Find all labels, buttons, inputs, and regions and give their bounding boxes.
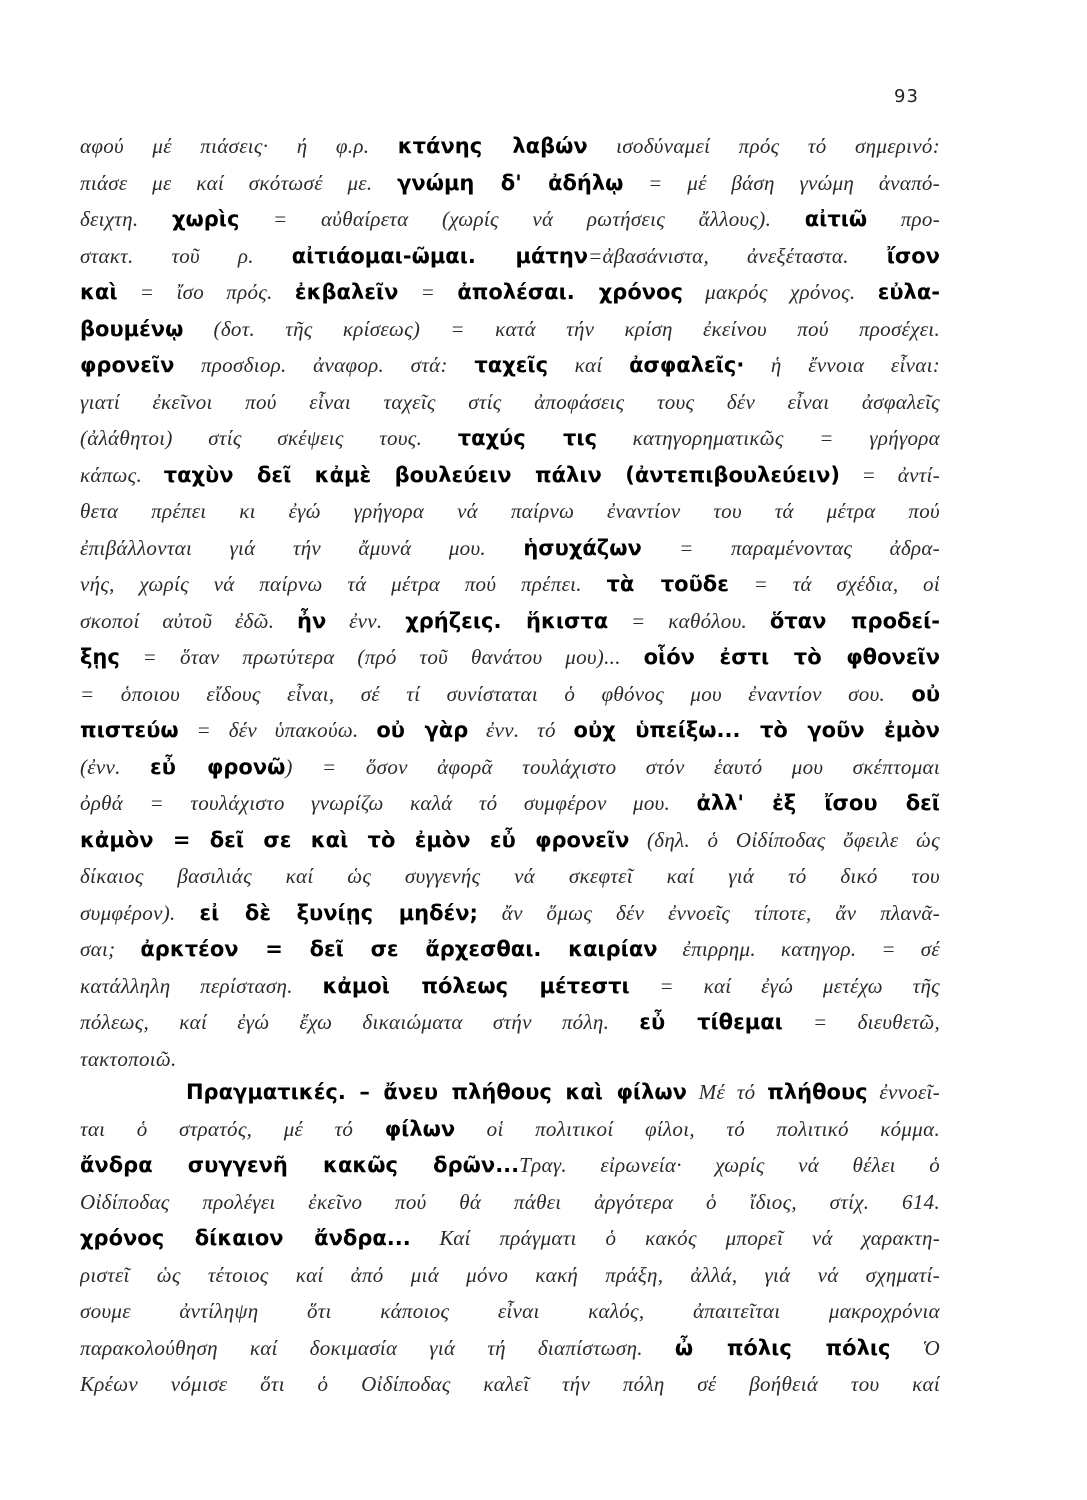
gloss-text: ἐννοεῖ-	[867, 1080, 940, 1104]
lemma-term: ἀπολέσαι. χρόνος	[457, 280, 683, 304]
lemma-term: κἀμὸν = δεῖ σε καὶ τὸ ἐμὸν εὖ φρονεῖν	[80, 827, 630, 852]
text-line	[80, 457, 940, 494]
lemma-term: φρονεῖν	[80, 353, 175, 377]
lemma-term: ἐκβαλεῖν	[294, 280, 399, 304]
gloss-text: ἐπιρρημ. κατηγορ. = σέ	[657, 937, 940, 961]
gloss-text: = ὁποιου εἴδους εἶναι, σέ τί συνίσταται ὁ φθόνος μου ἐναντίον σου.	[80, 681, 912, 706]
lemma-term: ἀσφαλεῖς·	[629, 353, 745, 377]
gloss-text: προσδιορ. ἀναφορ. στά:	[174, 353, 475, 377]
gloss-text: κατηγορηματικῶς = γρήγορα	[597, 426, 940, 450]
gloss-text: = τά σχέδια, οἱ	[728, 572, 940, 596]
text-line	[80, 128, 940, 165]
gloss-text: Καί πράγματι ὁ κακός μπορεῖ νά χαρακτη-	[410, 1226, 940, 1250]
lemma-term: οὐχ ὑπείξω... τὸ γοῦν ἐμὸν	[573, 718, 940, 742]
gloss-text: μακρός χρόνος.	[682, 280, 878, 304]
gloss-text: = καί ἐγώ μετέχω τῆς	[629, 973, 940, 998]
text-line	[80, 1147, 940, 1184]
text-line	[80, 895, 940, 932]
text-line	[80, 1111, 940, 1148]
lemma-term: χρόνος δίκαιον ἄνδρα...	[80, 1226, 411, 1250]
lemma-term: εὖ τίθεμαι	[639, 1010, 783, 1034]
text-line	[80, 1257, 940, 1294]
gloss-text: = καθόλου.	[608, 608, 770, 633]
gloss-text: νής, χωρίς νά παίρνω τά μέτρα πού πρέπει.	[80, 572, 607, 596]
lemma-term: εὐλα-	[877, 280, 940, 304]
gloss-text: = μέ βάση γνώμη ἀναπό-	[623, 170, 940, 195]
gloss-text: ὀρθά = τουλάχιστο γνωρίζω καλά τό συμφέρον μου.	[80, 791, 697, 815]
lemma-term: εὖ φρονῶ	[150, 754, 286, 779]
text-line	[80, 931, 940, 968]
text-line	[80, 603, 940, 640]
gloss-text: Οἰδίποδας προλέγει ἐκεῖνο πού θά πάθει ἀργότερα ὁ ἴδιος, στίχ. 614.	[80, 1189, 940, 1214]
text-line	[80, 1184, 940, 1221]
lemma-term: τὰ τοῦδε	[606, 572, 729, 596]
gloss-text: δίκαιος βασιλιάς καί ὡς συγγενής νά σκεφτεῖ καί γιά τό δικό του	[80, 864, 940, 888]
gloss-text: γιατί ἐκεῖνοι πού εἶναι ταχεῖς στίς ἀποφάσεις τους δέν εἶναι ἀσφαλεῖς	[80, 389, 940, 414]
text-line	[80, 420, 940, 457]
lemma-term: ἴσον	[886, 243, 940, 268]
gloss-text: κατάλληλη περίσταση.	[80, 973, 323, 998]
gloss-text: Μέ τό	[686, 1080, 768, 1104]
gloss-text: = αὐθαίρετα (χωρίς νά ρωτήσεις ἄλλους).	[239, 207, 805, 231]
gloss-text: (δοτ. τῆς κρίσεως) = κατά τήν κρίση ἐκείνου πού προσέχει.	[183, 316, 940, 341]
gloss-text: παρακολούθηση καί δοκιμασία γιά τή διαπίστωση.	[80, 1335, 675, 1360]
gloss-text: ισοδύναμεί πρός τό σημερινό:	[587, 134, 940, 158]
text-line	[80, 238, 940, 275]
gloss-text: ἐνν.	[326, 608, 406, 633]
lemma-term: αἰτιῶ	[804, 207, 868, 231]
gloss-text: (δηλ. ὁ Οἰδίποδας ὄφειλε ὡς	[629, 827, 940, 852]
gloss-text: σαι;	[80, 937, 141, 961]
lemma-term: ταχύς τις	[457, 426, 598, 450]
gloss-text: δειχτη.	[80, 207, 172, 231]
text-line	[80, 493, 940, 530]
gloss-text: οἱ πολιτικοί φίλοι, τό πολιτικό κόμμα.	[455, 1116, 940, 1141]
gloss-text: (ἐνν.	[80, 754, 150, 779]
lemma-term: βουμένῳ	[80, 316, 184, 341]
lemma-term: ἄνδρα συγγενῆ κακῶς δρῶν...	[80, 1153, 520, 1177]
lemma-term: οἷόν ἐστι τὸ φθονεῖν	[643, 645, 940, 669]
lemma-term: ἀλλ' ἐξ ἴσου δεῖ	[696, 791, 940, 815]
text-line	[80, 274, 940, 311]
gloss-text: προ-	[867, 207, 940, 231]
lemma-term: ἀρκτέον = δεῖ σε ἄρχεσθαι. καιρίαν	[140, 937, 658, 961]
gloss-text	[80, 1080, 186, 1104]
lemma-term: εἰ δὲ ξυνίῃς μηδέν;	[199, 900, 478, 925]
lemma-term: πιστεύω	[80, 718, 179, 742]
lemma-term: ὦ πόλις πόλις	[674, 1335, 891, 1360]
gloss-text: πόλεως, καί ἐγώ ἔχω δικαιώματα στήν πόλη.	[80, 1010, 640, 1034]
lemma-term: ξῃς	[80, 645, 120, 669]
gloss-text: ἐνν. τό	[468, 718, 574, 742]
gloss-text: σουμε ἀντίληψη ὅτι κάποιος εἶναι καλός, ἀπαιτεῖται μακροχρόνια	[80, 1299, 940, 1323]
lemma-term: ταχεῖς	[474, 353, 549, 377]
text-line	[80, 566, 940, 603]
gloss-text: ) = ὅσον ἀφορᾶ τουλάχιστο στόν ἑαυτό μου σκέπτομαι	[285, 754, 940, 779]
gloss-text: Τραγ. εἰρωνεία· χωρίς νά θέλει ὁ	[519, 1153, 940, 1177]
gloss-text: =ἀβασάνιστα, ἀνεξέταστα.	[588, 243, 887, 268]
gloss-text: συμφέρον).	[80, 900, 200, 925]
gloss-text: = ἴσο πρός.	[117, 280, 295, 304]
gloss-text: Κρέων νόμισε ὅτι ὁ Οἰδίποδας καλεῖ τήν πόλη σέ βοήθειά του καί	[80, 1372, 940, 1396]
lemma-term: χρήζεις. ἥκιστα	[405, 608, 609, 633]
lemma-term: ἦν	[297, 608, 327, 633]
text-line	[80, 1366, 940, 1403]
gloss-text: κάπως.	[80, 462, 164, 487]
gloss-text: θετα πρέπει κι ἐγώ γρήγορα νά παίρνω ἐναντίον του τά μέτρα πού	[80, 499, 940, 523]
text-line	[80, 1220, 940, 1257]
gloss-text: ἄν ὅμως δέν ἐννοεῖς τίποτε, ἄν πλανᾶ-	[477, 900, 940, 925]
text-line	[80, 530, 940, 567]
page-number: 93	[894, 86, 919, 107]
gloss-text: αφού μέ πιάσεις· ή φ.ρ.	[80, 134, 398, 158]
lemma-term: οὐ	[911, 681, 940, 706]
lemma-term: πλήθους	[767, 1080, 868, 1104]
gloss-text: καί	[548, 353, 630, 377]
text-line	[80, 1074, 940, 1111]
gloss-text: τακτοποιῶ.	[80, 1046, 177, 1071]
text-line	[80, 347, 940, 384]
gloss-text: Ὁ	[890, 1335, 940, 1360]
text-line	[80, 165, 940, 202]
lemma-term: χωρὶς	[171, 207, 240, 231]
gloss-text: ριστεῖ ὡς τέτοιος καί ἀπό μιά μόνο κακή πράξη, ἀλλά, γιά νά σχηματί-	[80, 1262, 940, 1287]
lemma-term: ταχὺν δεῖ κἀμὲ βουλεύειν πάλιν (ἀντεπιβουλεύειν)	[163, 462, 841, 487]
gloss-text: = ἀντί-	[840, 462, 940, 487]
text-line	[80, 311, 940, 348]
commentary-paragraph	[80, 128, 940, 1077]
text-line	[80, 1041, 940, 1078]
text-line	[80, 1293, 940, 1330]
lemma-term: ὅταν προδεί-	[769, 608, 940, 633]
text-line	[80, 785, 940, 822]
lemma-term: φίλων	[384, 1116, 456, 1141]
lemma-term: κἀμοὶ πόλεως μέτεστι	[322, 973, 630, 998]
text-line	[80, 639, 940, 676]
lemma-term: οὐ γὰρ	[376, 718, 469, 742]
text-line	[80, 201, 940, 238]
lemma-term: γνώμη δ' ἀδήλῳ	[397, 170, 624, 195]
gloss-text: πιάσε με καί σκότωσέ με.	[80, 170, 398, 195]
text-line	[80, 1330, 940, 1367]
text-line	[80, 749, 940, 786]
gloss-text: σκοποί αὐτοῦ ἐδῶ.	[80, 608, 298, 633]
gloss-text: ἐπιβάλλονται γιά τήν ἄμυνά μου.	[80, 535, 524, 560]
gloss-text: στακτ. τοῦ ρ.	[80, 243, 292, 268]
text-line	[80, 1004, 940, 1041]
gloss-text: ται ὁ στρατός, μέ τό	[80, 1116, 385, 1141]
gloss-text: = δέν ὑπακούω.	[178, 718, 377, 742]
text-line	[80, 712, 940, 749]
gloss-text: = διευθετῶ,	[782, 1010, 940, 1034]
gloss-text: (ἀλάθητοι) στίς σκέψεις τους.	[80, 426, 458, 450]
gloss-text: =	[398, 280, 458, 304]
lemma-term: καὶ	[80, 280, 118, 304]
text-line	[80, 858, 940, 895]
gloss-text: = παραμένοντας ἀδρα-	[641, 535, 940, 560]
lemma-term: Πραγματικές. – ἄνευ πλήθους καὶ φίλων	[185, 1080, 687, 1104]
text-line	[80, 676, 940, 713]
text-line	[80, 968, 940, 1005]
lemma-term: ἡσυχάζων	[523, 535, 642, 560]
text-line	[80, 822, 940, 859]
text-line	[80, 384, 940, 421]
lemma-term: αἰτιάομαι-ῶμαι. μάτην	[291, 243, 589, 268]
gloss-text: ἡ ἔννοια εἶναι:	[744, 353, 940, 377]
gloss-text: = ὅταν πρωτύτερα (πρό τοῦ θανάτου μου)...	[119, 645, 644, 669]
practical-notes-paragraph	[80, 1074, 940, 1403]
lemma-term: κτάνης λαβών	[397, 134, 588, 158]
